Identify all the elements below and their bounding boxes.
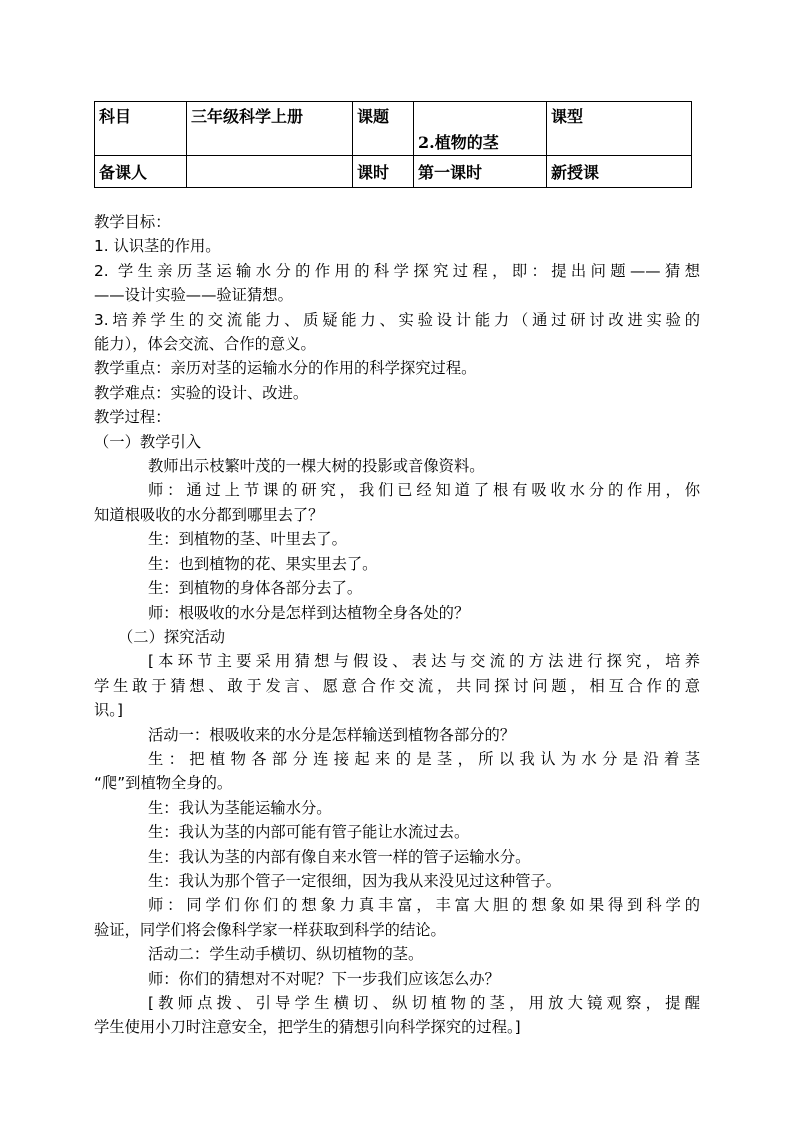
preparer-label: 备课人 xyxy=(95,156,187,188)
table-row xyxy=(95,156,692,188)
text-line: 教学重点：亲历对茎的运输水分的作用的科学探究过程。 xyxy=(94,359,477,378)
text-line: 2. 学生亲历茎运输水分的作用的科学探究过程，即：提出问题——猜想 xyxy=(94,261,700,280)
text-line: 生：我认为茎的内部可能有管子能让水流过去。 xyxy=(148,823,470,842)
text-line: “爬”到植物全身的。 xyxy=(94,774,233,793)
section-heading: 教学目标： xyxy=(94,213,171,231)
text-line: 生：也到植物的花、果实里去了。 xyxy=(148,554,378,573)
text-line: 活动一：根吸收来的水分是怎样输送到植物各部分的？ xyxy=(148,725,516,744)
text-line: [本环节主要采用猜想与假设、表达与交流的方法进行探究，培养 xyxy=(148,652,700,671)
text-line: 师：同学们你们的想象力真丰富，丰富大胆的想象如果得到科学的 xyxy=(148,896,700,915)
table-row xyxy=(95,102,692,156)
section-heading: 教学过程： xyxy=(94,408,171,427)
text-line: 学生敢于猜想、敢于发言、愿意合作交流，共同探讨问题，相互合作的意 xyxy=(94,676,700,695)
subsection-heading: （二）探究活动 xyxy=(118,627,226,646)
text-line: [教师点拨、引导学生横切、纵切植物的茎，用放大镜观察，提醒 xyxy=(148,994,700,1012)
text-line: 生：我认为那个管子一定很细，因为我从来没见过这种管子。 xyxy=(148,871,562,890)
lesson-type-value: 新授课 xyxy=(547,156,692,188)
topic-label: 课题 xyxy=(353,102,414,156)
preparer-value xyxy=(187,156,353,188)
text-line: 能力），体会交流、合作的意义。 xyxy=(94,335,316,354)
text-line: ——设计实验——验证猜想。 xyxy=(94,286,293,305)
lesson-info-table xyxy=(94,101,692,188)
text-line: 3.培养学生的交流能力、质疑能力、实验设计能力（通过研讨改进实验的 xyxy=(94,310,700,329)
text-line: 生：把植物各部分连接起来的是茎，所以我认为水分是沿着茎 xyxy=(148,749,700,768)
topic-value: 2.植物的茎 xyxy=(414,102,547,156)
text-line: 教师出示枝繁叶茂的一棵大树的投影或音像资料。 xyxy=(148,457,485,476)
text-line: 师：你们的猜想对不对呢？下一步我们应该怎么办？ xyxy=(148,969,500,988)
subject-label: 科目 xyxy=(95,102,187,156)
text-line: 活动二：学生动手横切、纵切植物的茎。 xyxy=(148,945,424,964)
subsection-heading: （一）教学引入 xyxy=(94,432,202,451)
text-line: 教学难点：实验的设计、改进。 xyxy=(94,383,309,402)
text-line: 学生使用小刀时注意安全，把学生的猜想引向科学探究的过程。] xyxy=(94,1018,521,1037)
text-line: 生：到植物的身体各部分去了。 xyxy=(148,579,363,598)
text-line: 生：我认为茎能运输水分。 xyxy=(148,798,332,817)
text-line: 验证，同学们将会像科学家一样获取到科学的结论。 xyxy=(94,920,446,939)
text-line: 生：到植物的茎、叶里去了。 xyxy=(148,530,347,549)
lesson-type-label: 课型 xyxy=(547,102,692,156)
lesson-plan-body xyxy=(94,210,700,1040)
period-value: 第一课时 xyxy=(414,156,547,188)
text-line: 师：通过上节课的研究，我们已经知道了根有吸收水分的作用，你 xyxy=(148,481,700,500)
period-label: 课时 xyxy=(353,156,414,188)
subject-value: 三年级科学上册 xyxy=(187,102,353,156)
text-line: 知道根吸收的水分都到哪里去了？ xyxy=(94,505,324,524)
text-line: 识。] xyxy=(94,701,123,720)
text-line: 生：我认为茎的内部有像自来水管一样的管子运输水分。 xyxy=(148,847,531,866)
text-line: 师：根吸收的水分是怎样到达植物全身各处的？ xyxy=(148,603,470,622)
text-line: 1. 认识茎的作用。 xyxy=(94,237,221,256)
